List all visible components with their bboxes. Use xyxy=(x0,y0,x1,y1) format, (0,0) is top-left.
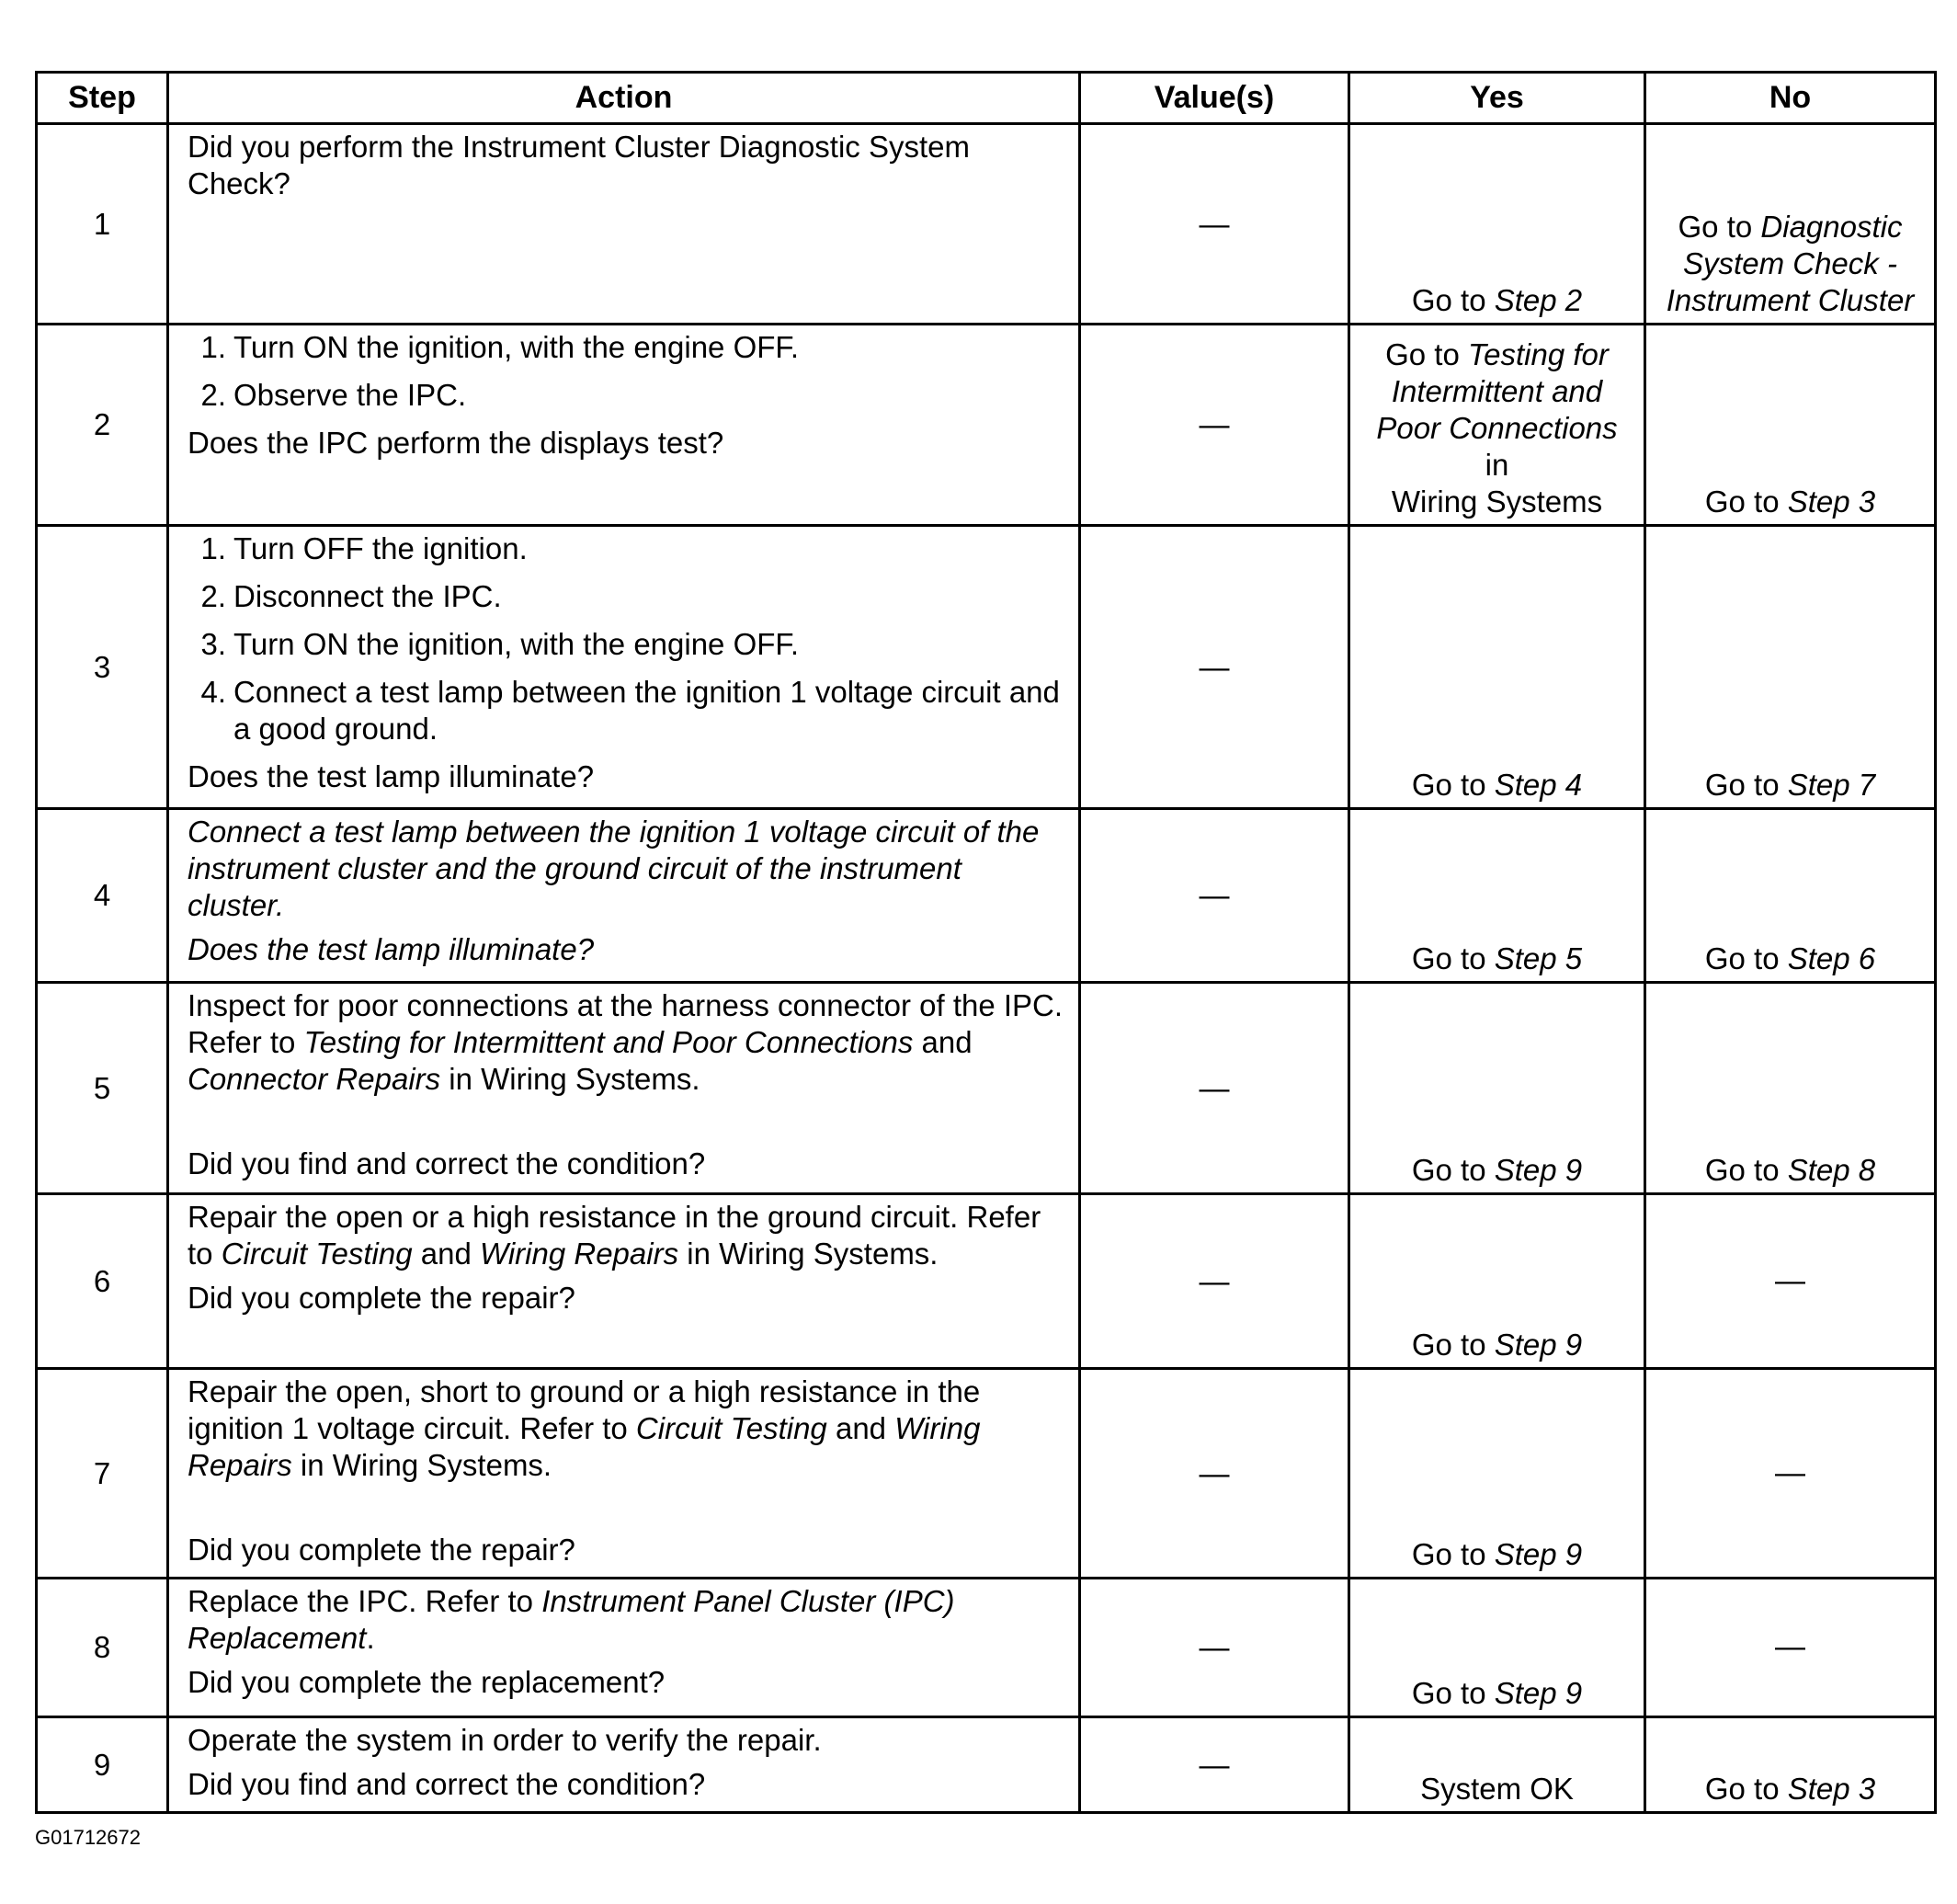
yes-cell xyxy=(1349,124,1645,325)
step-number: 4 xyxy=(37,809,168,983)
no-prefix: Go to xyxy=(1704,485,1788,519)
action-question: Did you complete the replacement? xyxy=(188,1665,666,1699)
step-number: 6 xyxy=(37,1194,168,1369)
no-prefix: Go to xyxy=(1704,1772,1788,1806)
yes-in: in xyxy=(1485,448,1509,482)
action-reference: Connector Repairs xyxy=(188,1062,441,1096)
yes-link: Testing for Intermittent and Poor Connections xyxy=(1376,337,1618,445)
action-text: Repair the open, short to ground or a high resistance in the ignition 1 voltage circuit. Refer to Circuit Testing and Wiring Repairs in Wiring Systems. xyxy=(188,1374,981,1482)
step-number: 7 xyxy=(37,1369,168,1579)
no-link: Step 6 xyxy=(1787,941,1876,975)
yes-prefix: Go to xyxy=(1411,1676,1495,1710)
value-cell: — xyxy=(1080,1369,1349,1579)
no-link: Step 8 xyxy=(1787,1153,1876,1187)
header-no: No xyxy=(1645,73,1936,124)
figure-id: G01712672 xyxy=(35,1826,141,1849)
value-cell: — xyxy=(1080,1194,1349,1369)
action-question: Did you perform the Instrument Cluster Diagnostic System Check? xyxy=(188,130,970,200)
no-prefix: Go to xyxy=(1704,1153,1788,1187)
table-row xyxy=(37,325,1936,526)
yes-link: Step 9 xyxy=(1494,1676,1583,1710)
yes-link: Step 9 xyxy=(1494,1537,1583,1571)
action-step: 3 . Turn ON the ignition, with the engine OFF. xyxy=(233,626,1065,663)
no-cell xyxy=(1645,983,1936,1194)
no-cell: — xyxy=(1645,1369,1936,1579)
value-cell: — xyxy=(1080,1579,1349,1717)
yes-prefix: Go to xyxy=(1411,768,1495,802)
action-text: Connect a test lamp between the ignition 1 voltage circuit of the instrument cluster and the ground circuit of the instrument cluster. xyxy=(188,815,1040,922)
yes-cell xyxy=(1349,1579,1645,1717)
value-cell: — xyxy=(1080,809,1349,983)
action-reference: Wiring Repairs xyxy=(188,1411,981,1482)
yes-prefix: Go to xyxy=(1411,1328,1495,1362)
action-cell xyxy=(168,1579,1080,1717)
action-step: 4 . Connect a test lamp between the ignition 1 voltage circuit and a good ground. xyxy=(233,674,1065,747)
yes-link: Step 9 xyxy=(1494,1328,1583,1362)
action-text: Inspect for poor connections at the harness connector of the IPC. Refer to Testing for Intermittent and Poor Connections and Connector Repairs in Wiring Systems. xyxy=(188,988,1064,1096)
no-cell xyxy=(1645,809,1936,983)
no-prefix: Go to xyxy=(1704,768,1788,802)
step-number: 1 xyxy=(37,124,168,325)
no-prefix: Go to xyxy=(1678,210,1761,244)
action-question: Did you find and correct the condition? xyxy=(188,1146,706,1180)
action-text: Operate the system in order to verify the repair. xyxy=(188,1723,822,1757)
action-cell xyxy=(168,983,1080,1194)
yes-cell xyxy=(1349,983,1645,1194)
action-cell xyxy=(168,124,1080,325)
yes-cell xyxy=(1349,809,1645,983)
action-steps xyxy=(188,530,1065,747)
yes-prefix: Go to xyxy=(1385,337,1468,371)
value-cell: — xyxy=(1080,1717,1349,1813)
step-number: 8 xyxy=(37,1579,168,1717)
yes-cell: System OK xyxy=(1349,1717,1645,1813)
action-question: Did you complete the repair? xyxy=(188,1281,575,1315)
yes-link: Step 2 xyxy=(1494,283,1583,317)
no-cell: — xyxy=(1645,1194,1936,1369)
value-cell: — xyxy=(1080,526,1349,809)
yes-cell xyxy=(1349,1194,1645,1369)
yes-cell xyxy=(1349,526,1645,809)
yes-prefix: Go to xyxy=(1411,283,1495,317)
yes-suffix: Wiring Systems xyxy=(1391,485,1603,519)
yes-prefix: Go to xyxy=(1411,1537,1495,1571)
no-prefix: Go to xyxy=(1704,941,1788,975)
table-row xyxy=(37,1579,1936,1717)
table-row xyxy=(37,526,1936,809)
table-row xyxy=(37,1194,1936,1369)
yes-prefix: Go to xyxy=(1411,941,1495,975)
table-row xyxy=(37,124,1936,325)
action-cell xyxy=(168,809,1080,983)
action-cell xyxy=(168,1369,1080,1579)
no-cell xyxy=(1645,526,1936,809)
yes-prefix: Go to xyxy=(1411,1153,1495,1187)
step-number: 5 xyxy=(37,983,168,1194)
no-cell xyxy=(1645,1717,1936,1813)
no-cell xyxy=(1645,124,1936,325)
action-question: Does the test lamp illuminate? xyxy=(188,759,595,793)
value-cell: — xyxy=(1080,983,1349,1194)
header-row xyxy=(37,73,1936,124)
no-link: Step 3 xyxy=(1787,485,1876,519)
yes-link: Step 5 xyxy=(1494,941,1583,975)
step-number: 2 xyxy=(37,325,168,526)
table-row xyxy=(37,1369,1936,1579)
action-reference: Circuit Testing xyxy=(635,1411,827,1445)
action-text: Replace the IPC. Refer to Instrument Panel Cluster (IPC) Replacement. xyxy=(188,1584,955,1655)
step-number: 3 xyxy=(37,526,168,809)
yes-cell xyxy=(1349,325,1645,526)
action-question: Does the test lamp illuminate? xyxy=(188,932,595,966)
no-link: Step 7 xyxy=(1787,768,1876,802)
action-reference: Instrument Panel Cluster (IPC) Replacement xyxy=(188,1584,955,1655)
action-steps xyxy=(188,329,1065,414)
table-row xyxy=(37,1717,1936,1813)
no-link: Step 3 xyxy=(1787,1772,1876,1806)
yes-link: Step 9 xyxy=(1494,1153,1583,1187)
action-step: 2 . Observe the IPC. xyxy=(233,377,1065,414)
action-reference: Circuit Testing xyxy=(221,1237,413,1271)
header-action: Action xyxy=(168,73,1080,124)
yes-cell xyxy=(1349,1369,1645,1579)
value-cell: — xyxy=(1080,325,1349,526)
table-row xyxy=(37,983,1936,1194)
no-link: Diagnostic System Check - Instrument Cluster xyxy=(1666,210,1915,317)
step-number: 9 xyxy=(37,1717,168,1813)
action-step: 1 . Turn OFF the ignition. xyxy=(233,530,1065,567)
action-step: 2 . Disconnect the IPC. xyxy=(233,578,1065,615)
action-reference: Wiring Repairs xyxy=(479,1237,679,1271)
action-reference: Testing for Intermittent and Poor Connections xyxy=(303,1025,914,1059)
table-row xyxy=(37,809,1936,983)
no-cell: — xyxy=(1645,1579,1936,1717)
action-cell xyxy=(168,1194,1080,1369)
action-text: Repair the open or a high resistance in the ground circuit. Refer to Circuit Testing and Wiring Repairs in Wiring Systems. xyxy=(188,1200,1041,1271)
action-cell xyxy=(168,1717,1080,1813)
diagnostic-table xyxy=(35,71,1937,1814)
header-values: Value(s) xyxy=(1080,73,1349,124)
no-cell xyxy=(1645,325,1936,526)
header-step: Step xyxy=(37,73,168,124)
action-question: Did you find and correct the condition? xyxy=(188,1767,706,1801)
action-cell xyxy=(168,325,1080,526)
yes-link: Step 4 xyxy=(1494,768,1583,802)
action-question: Did you complete the repair? xyxy=(188,1533,575,1567)
action-cell xyxy=(168,526,1080,809)
action-step: 1 . Turn ON the ignition, with the engine OFF. xyxy=(233,329,1065,366)
action-question: Does the IPC perform the displays test? xyxy=(188,426,724,460)
header-yes: Yes xyxy=(1349,73,1645,124)
value-cell: — xyxy=(1080,124,1349,325)
